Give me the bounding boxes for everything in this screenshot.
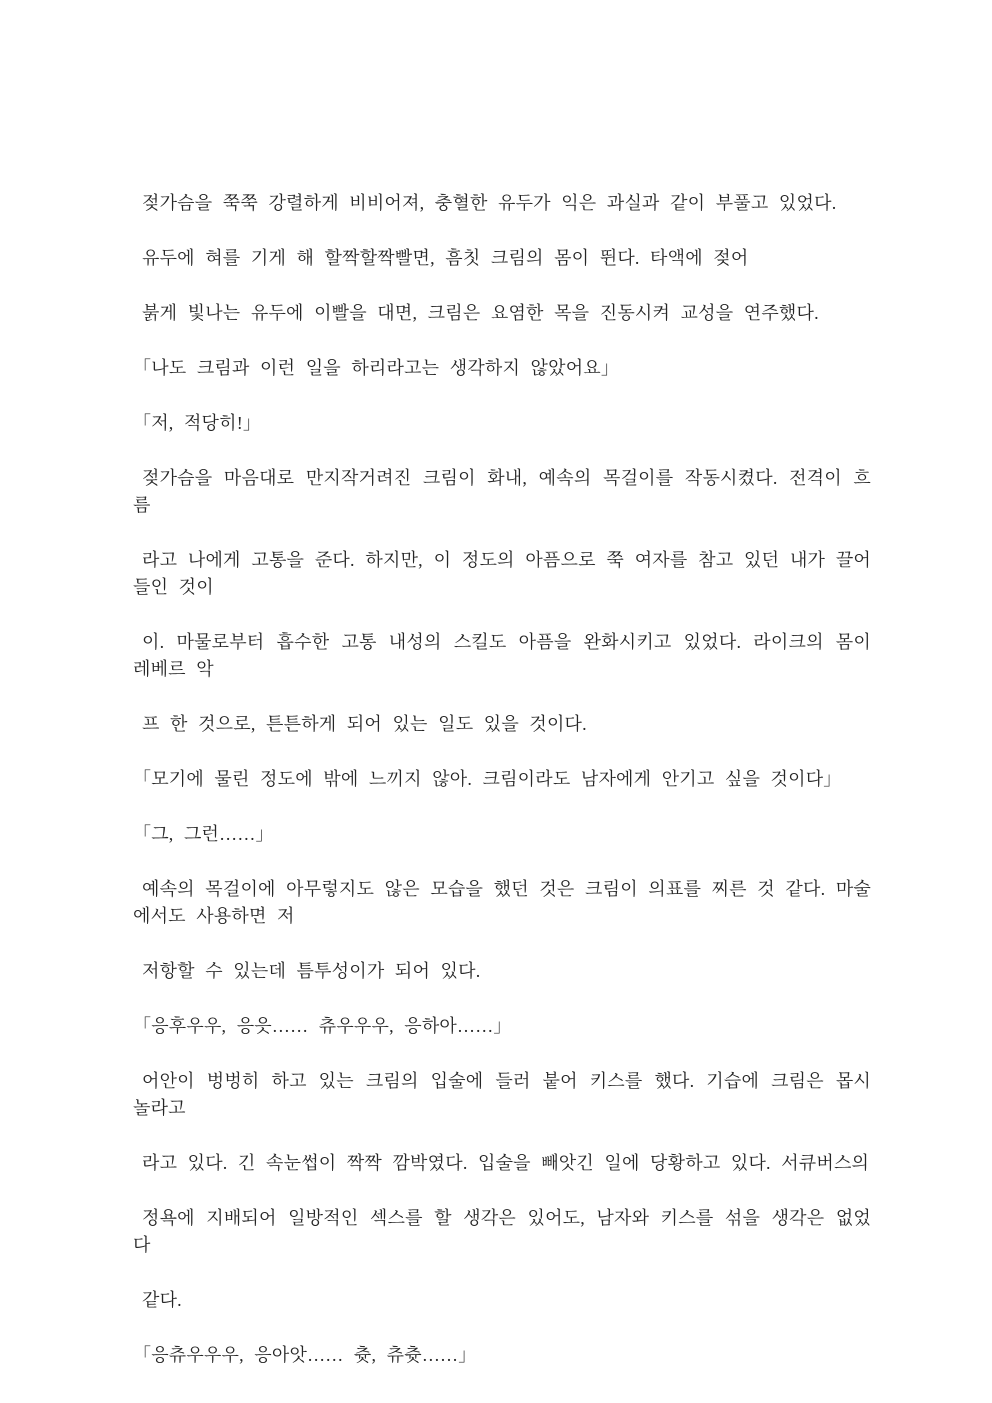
narration-paragraph: 이. 마물로부터 흡수한 고통 내성의 스킬도 아픔을 완화시키고 있었다. 라이크의 몸이 레베르 악	[133, 632, 871, 679]
narration-paragraph: 유두에 혀를 기게 해 할짝할짝빨면, 흠칫 크림의 몸이 뛴다. 타액에 젖어	[142, 248, 749, 268]
dialogue-paragraph: 「모기에 물린 정도에 밖에 느끼지 않아. 크림이라도 남자에게 안기고 싶을 것이다」	[133, 769, 842, 789]
text-body	[133, 190, 871, 1397]
narration-paragraph: 예속의 목걸이에 아무렇지도 않은 모습을 했던 것은 크림이 의표를 찌른 것 같다. 마술에서도 사용하면 저	[133, 879, 871, 926]
narration-paragraph: 붉게 빛나는 유두에 이빨을 대면, 크림은 요염한 목을 진동시켜 교성을 연주했다.	[142, 303, 819, 323]
narration-paragraph: 어안이 벙벙히 하고 있는 크림의 입술에 들러 붙어 키스를 했다. 기습에 크림은 몹시 놀라고	[133, 1071, 871, 1118]
narration-paragraph: 라고 있다. 긴 속눈썹이 짝짝 깜박였다. 입술을 빼앗긴 일에 당황하고 있다. 서큐버스의	[142, 1153, 870, 1173]
narration-paragraph: 젖가슴을 쭉쭉 강렬하게 비비어져, 충혈한 유두가 익은 과실과 같이 부풀고 있었다.	[142, 193, 837, 213]
dialogue-paragraph: 「그, 그런……」	[133, 824, 274, 844]
dialogue-paragraph: 「나도 크림과 이런 일을 하리라고는 생각하지 않았어요」	[133, 358, 620, 378]
dialogue-paragraph: 「응츄우우우, 응아앗…… 츗, 츄츗……」	[133, 1345, 477, 1365]
dialogue-paragraph: 「응후우우, 응읏…… 츄우우우, 응하아……」	[133, 1016, 512, 1036]
narration-paragraph: 젖가슴을 마음대로 만지작거려진 크림이 화내, 예속의 목걸이를 작동시켰다. 전격이 흐름	[133, 468, 871, 515]
narration-paragraph: 라고 나에게 고통을 준다. 하지만, 이 정도의 아픔으로 쭉 여자를 참고 있던 내가 끌어들인 것이	[133, 550, 871, 597]
dialogue-paragraph: 「저, 적당히!」	[133, 413, 262, 433]
narration-paragraph: 같다.	[142, 1290, 182, 1310]
narration-paragraph: 정욕에 지배되어 일방적인 섹스를 할 생각은 있어도, 남자와 키스를 섞을 생각은 없었다	[133, 1208, 871, 1255]
narration-paragraph: 저항할 수 있는데 틈투성이가 되어 있다.	[142, 961, 481, 981]
narration-paragraph: 프 한 것으로, 튼튼하게 되어 있는 일도 있을 것이다.	[142, 714, 587, 734]
